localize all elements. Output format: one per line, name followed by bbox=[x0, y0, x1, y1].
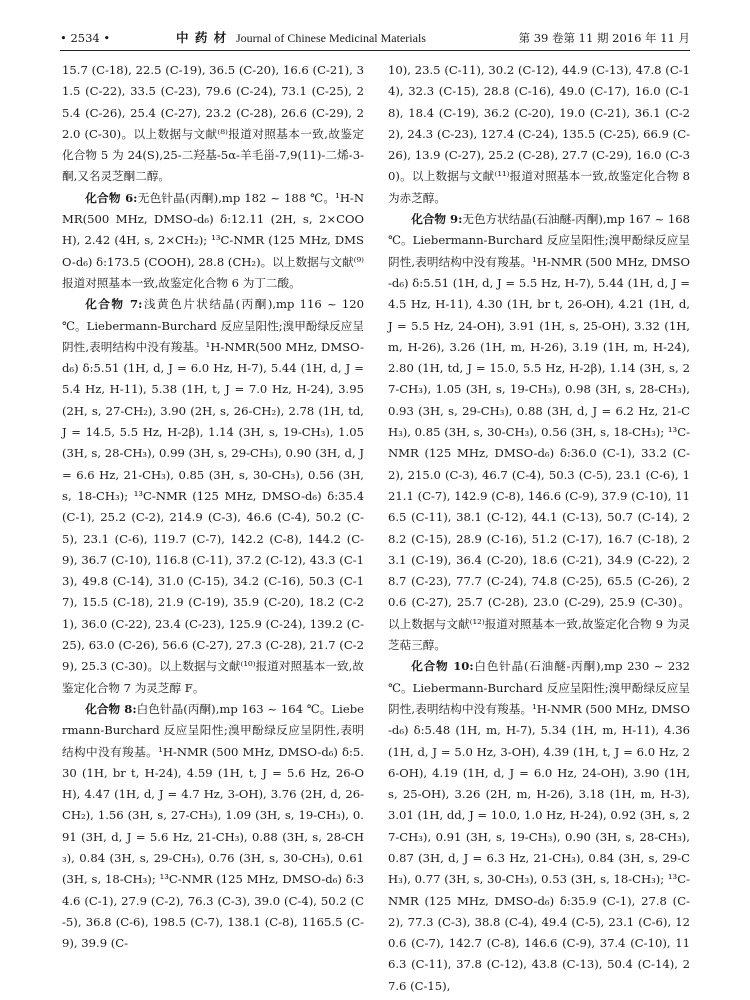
paragraph-text: 浅黄色片状结晶(丙酮),mp 116 ~ 120 ℃。Liebermann-Burchard 反应呈阳性;溴甲酚绿反应呈阴性,表明结构中没有羧基。¹H-NMR(500 MHz, DMSO-d₆) δ:5.51 (1H, d, J = 6.0 Hz, H-7), 5.44 (1H, d, J = 5.4 Hz, H-11), 5.38 (1H, t, J = 7.0 Hz, H-24), 3.95 (2H, s, 27-CH₂), 3.90 (2H, s, 26-CH₂), 2.78 (1H, td, J = 14.5, 5.5 Hz, H-2β), 1.14 (3H, s, 19-CH₃), 1.05 (3H, s, 28-CH₃), 0.99 (3H, s, 29-CH₃), 0.90 (3H, d, J = 6.6 Hz, 21-CH₃), 0.85 (3H, s, 30-CH₃), 0.56 (3H, s, 18-CH₃); ¹³C-NMR (125 MHz, DMSO-d₆) δ:35.4 (C-1), 25.2 (C-2), 214.9 (C-3), 46.6 (C-4), 50.2 (C-5), 23.1 (C-6), 119.7 (C-7), 142.2 (C-8), 144.2 (C-9), 36.7 (C-10), 116.8 (C-11), 37.2 (C-12), 43.3 (C-13), 49.8 (C-14), 31.0 (C-15), 34.2 (C-16), 50.3 (C-17), 15.5 (C-18), 21.9 (C-19), 35.9 (C-20), 18.2 (C-21), 36.0 (C-22), 23.4 (C-23), 125.9 (C-24), 139.2 (C-25), 63.0 (C-26), 56.6 (C-27), 27.3 (C-28), 21.7 (C-29), 25.3 (C-30)。以上数据与文献⁽¹⁰⁾报道对照基本一致,故鉴定化合物 7 为灵芝醇 F。 bbox=[62, 297, 364, 695]
compound-lead: 化合物 6: bbox=[85, 190, 138, 205]
paragraph-text: 白色针晶(石油醚-丙酮),mp 230 ~ 232 ℃。Liebermann-Burchard 反应呈阳性;溴甲酚绿反应呈阴性,表明结构中没有羧基。¹H-NMR (500 MHz, DMSO-d₆) δ:5.48 (1H, m, H-7), 5.34 (1H, m, H-11), 4.36 (1H, d, J = 5.0 Hz, 3-OH), 4.39 (1H, t, J = 6.0 Hz, 26-OH), 4.19 (1H, d, J = 6.0 Hz, 24-OH), 3.90 (1H, s, 25-OH), 3.26 (2H, m, H-26), 3.18 (1H, m, H-3), 3.01 (1H, dd, J = 10.0, 1.0 Hz, H-24), 0.92 (3H, s, 27-CH₃), 0.91 (3H, s, 19-CH₃), 0.90 (3H, s, 28-CH₃), 0.87 (3H, d, J = 6.3 Hz, 21-CH₃), 0.84 (3H, s, 29-CH₃), 0.77 (3H, s, 30-CH₃), 0.53 (3H, s, 18-CH₃); ¹³C-NMR (125 MHz, DMSO-d₆) δ:35.9 (C-1), 27.8 (C-2), 77.3 (C-3), 38.8 (C-4), 49.4 (C-5), 23.1 (C-6), 120.6 (C-7), 142.7 (C-8), 146.6 (C-9), 37.4 (C-10), 116.3 (C-11), 37.8 (C-12), 43.8 (C-13), 50.4 (C-14), 27.6 (C-15), bbox=[388, 659, 690, 993]
paragraph-compound-9 bbox=[388, 209, 690, 656]
paragraph-text: 无色方状结晶(石油醚-丙酮),mp 167 ~ 168 ℃。Liebermann-Burchard 反应呈阳性;溴甲酚绿反应呈阴性,表明结构中没有羧基。¹H-NMR (500 MHz, DMSO-d₆) δ:5.51 (1H, d, J = 5.5 Hz, H-7), 5.44 (1H, d, J = 4.5 Hz, H-11), 4.30 (1H, br t, 26-OH), 4.21 (1H, d, J = 5.5 Hz, 24-OH), 3.91 (1H, s, 25-OH), 3.32 (1H, m, H-26), 3.26 (1H, m, H-26), 3.19 (1H, m, H-24), 2.80 (1H, td, J = 15.0, 5.5 Hz, H-2β), 1.14 (3H, s, 27-CH₃), 1.05 (3H, s, 19-CH₃), 0.98 (3H, s, 28-CH₃), 0.93 (3H, s, 29-CH₃), 0.88 (3H, d, J = 6.2 Hz, 21-CH₃), 0.85 (3H, s, 30-CH₃), 0.56 (3H, s, 18-CH₃); ¹³C-NMR (125 MHz, DMSO-d₆) δ:36.0 (C-1), 33.2 (C-2), 215.0 (C-3), 46.7 (C-4), 50.3 (C-5), 23.1 (C-6), 121.1 (C-7), 142.9 (C-8), 146.6 (C-9), 37.9 (C-10), 116.5 (C-11), 38.1 (C-12), 44.1 (C-13), 50.7 (C-14), 28.2 (C-15), 28.9 (C-16), 51.2 (C-17), 16.7 (C-18), 23.1 (C-19), 36.4 (C-20), 18.6 (C-21), 34.9 (C-22), 28.7 (C-23), 77.7 (C-24), 74.8 (C-25), 65.5 (C-26), 20.6 (C-27), 25.7 (C-28), 23.0 (C-29), 25.9 (C-30)。以上数据与文献⁽¹²⁾报道对照基本一致,故鉴定化合物 9 为灵芝萜三醇。 bbox=[388, 212, 690, 653]
header-rule bbox=[60, 50, 690, 51]
page-number: • 2534 • bbox=[60, 31, 111, 45]
compound-lead: 化合物 8: bbox=[85, 701, 137, 716]
paragraph-text: 白色针晶(丙酮),mp 163 ~ 164 ℃。Liebermann-Burchard 反应呈阳性;溴甲酚绿反应呈阴性,表明结构中没有羧基。¹H-NMR (500 MHz, DMSO-d₆) δ:5.30 (1H, br t, H-24), 4.59 (1H, t, J = 5.6 Hz, 26-OH), 4.47 (1H, d, J = 4.7 Hz, 3-OH), 3.76 (2H, d, 26-CH₂), 1.56 (3H, s, 27-CH₃), 1.09 (3H, s, 19-CH₃), 0.91 (3H, d, J = 5.6 Hz, 21-CH₃), 0.88 (3H, s, 28-CH₃), 0.84 (3H, s, 29-CH₃), 0.76 (3H, s, 30-CH₃), 0.61 (3H, s, 18-CH₃); ¹³C-NMR (125 MHz, DMSO-d₆) δ:34.6 (C-1), 27.9 (C-2), 76.3 (C-3), 39.0 (C-4), 50.2 (C-5), 36.8 (C-6), 198.5 (C-7), 138.1 (C-8), 1165.5 (C-9), 39.9 (C- bbox=[62, 701, 364, 951]
running-header bbox=[60, 28, 690, 48]
paragraph-compound-8 bbox=[62, 699, 364, 955]
right-column bbox=[388, 60, 690, 997]
paragraph-text: 15.7 (C-18), 22.5 (C-19), 36.5 (C-20), 16.6 (C-21), 31.5 (C-22), 33.5 (C-23), 79.6 (C-24), 73.1 (C-25), 25.4 (C-26), 25.4 (C-27), 23.2 (C-28), 26.6 (C-29), 22.0 (C-30)。以上数据与文献⁽⁸⁾报道对照基本一致,故鉴定化合物 5 为 24(S),25-二羟基-5α-羊毛甾-7,9(11)-二烯-3-酮,又名灵芝酮二醇。 bbox=[62, 63, 364, 184]
compound-lead: 化合物 10: bbox=[411, 659, 474, 674]
left-column bbox=[62, 60, 364, 954]
paragraph-text: 10), 23.5 (C-11), 30.2 (C-12), 44.9 (C-13), 47.8 (C-14), 32.3 (C-15), 28.8 (C-16), 49.0 (C-17), 16.0 (C-18), 18.4 (C-19), 36.2 (C-20), 19.0 (C-21), 36.1 (C-22), 24.3 (C-23), 127.4 (C-24), 135.5 (C-25), 66.9 (C-26), 13.9 (C-27), 25.2 (C-28), 27.7 (C-29), 16.0 (C-30)。以上数据与文献⁽¹¹⁾报道对照基本一致,故鉴定化合物 8 为赤芝醇。 bbox=[388, 63, 690, 205]
paragraph-compound-8-tail bbox=[388, 60, 690, 209]
journal-logo-cn: 中 药 材 bbox=[176, 30, 228, 45]
paragraph-compound-6 bbox=[62, 188, 364, 294]
paragraph-text: 无色针晶(丙酮),mp 182 ~ 188 ℃。¹H-NMR(500 MHz, DMSO-d₆) δ:12.11 (2H, s, 2×COOH), 2.42 (4H, s, 2×CH₂); ¹³C-NMR (125 MHz, DMSO-d₆) δ:173.5 (COOH), 28.8 (CH₂)。以上数据与文献⁽⁹⁾报道对照基本一致,故鉴定化合物 6 为丁二酸。 bbox=[62, 190, 364, 290]
journal-name-en: Journal of Chinese Medicinal Materials bbox=[236, 31, 426, 45]
paragraph-compound-5-tail bbox=[62, 60, 364, 188]
paragraph-compound-10 bbox=[388, 656, 690, 997]
compound-lead: 化合物 9: bbox=[411, 212, 463, 227]
compound-lead: 化合物 7: bbox=[85, 297, 143, 312]
paragraph-compound-7 bbox=[62, 294, 364, 699]
issue-info: 第 39 卷第 11 期 2016 年 11 月 bbox=[518, 31, 690, 45]
